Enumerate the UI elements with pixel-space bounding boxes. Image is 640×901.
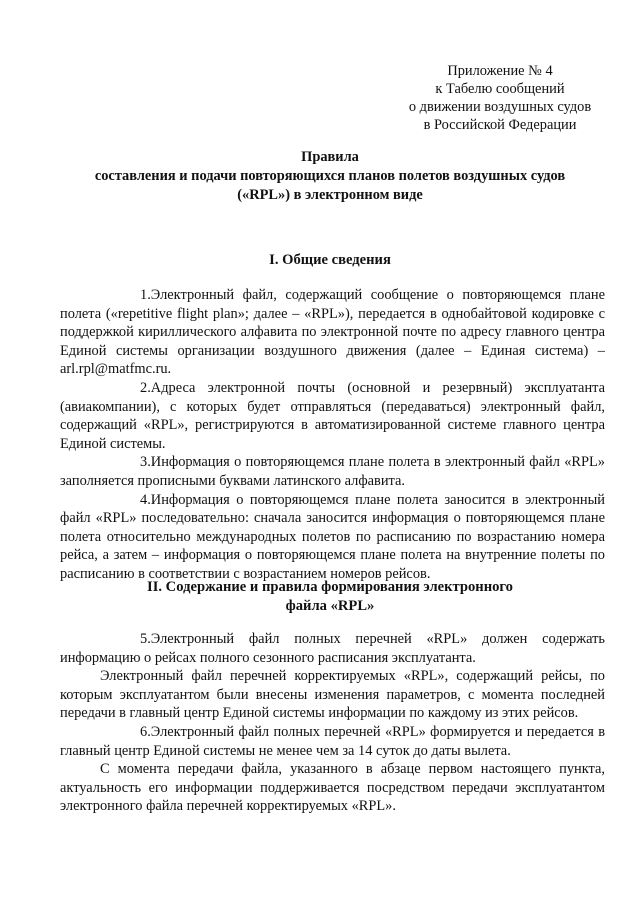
- paragraph-text: С момента передачи файла, указанного в абзаце первом настоящего пункта, актуальность его информации поддерживается посредством передачи эксплуатантом электронного файла перечней корректируемых «RPL».: [60, 761, 605, 815]
- paragraph-text: Информация о повторяющемся плане полета заносится в электронный файл «RPL» последовательно: сначала заносится информация о повторяющемся плане полета относительно международных полетов по расписанию по возрастанию номера рейса, а затем – информация о повторяющемся плане полета на внутренние полеты по расписанию в соответствии с возрастанием номеров рейсов.: [60, 491, 605, 582]
- paragraph: [60, 453, 605, 490]
- paragraph-text: Информация о повторяющемся плане полета в электронный файл «RPL» заполняется прописными буквами латинского алфавита.: [60, 454, 605, 489]
- paragraph: [60, 630, 605, 667]
- paragraph-number: 6.: [140, 723, 151, 740]
- paragraph-text: Адреса электронной почты (основной и резервный) эксплуатанта (авиакомпании), с которых будет отправляться (передаваться) электронный файл, содержащий «RPL», регистрируются в автоматизированной системе главного центра Единой системы.: [60, 379, 605, 452]
- paragraph-text: Электронный файл полных перечней «RPL» формируется и передается в главный центр Единой системы не менее чем за 14 суток до даты вылета.: [60, 723, 605, 759]
- section-2-heading: [60, 578, 600, 616]
- paragraph: [60, 723, 605, 760]
- document-title: [60, 148, 600, 205]
- paragraph-number: 1.: [140, 287, 151, 303]
- paragraph-text: Электронный файл, содержащий сообщение о повторяющемся плане полета («repetitive flight plan»; далее – «RPL»), передается в однобайтовой кодировке с поддержкой кириллического алфавита по электронной почте по адресу главного центра Единой системы организации воздушного движения (далее – Единая система) – arl.rpl@matfmc.ru.: [60, 287, 605, 378]
- paragraph: [60, 760, 605, 816]
- paragraph-number: 2.: [140, 379, 151, 396]
- paragraph: [60, 286, 605, 379]
- paragraph-number: 5.: [140, 631, 151, 647]
- section-1-heading: I. Общие сведения: [269, 252, 391, 268]
- paragraph-number: 3.: [140, 454, 151, 471]
- heading-line: II. Содержание и правила формирования электронного: [147, 579, 513, 595]
- paragraph-text: Электронный файл полных перечней «RPL» должен содержать информацию о рейсах полного сезонного расписания эксплуатанта.: [60, 631, 605, 666]
- paragraph-text: Электронный файл перечней корректируемых «RPL», содержащий рейсы, по которым эксплуатантом были внесены изменения параметров, с момента последней передачи в главный центр Единой системы информации по каждому из этих рейсов.: [60, 668, 605, 722]
- paragraph: [60, 491, 605, 584]
- section-2-body: [60, 630, 605, 816]
- annex-line: в Российской Федерации: [423, 117, 577, 133]
- section-1-body: [60, 286, 605, 584]
- title-line: («RPL») в электронном виде: [237, 187, 423, 203]
- title-line: Правила: [301, 149, 359, 165]
- paragraph: [60, 667, 605, 723]
- annex-line: к Табелю сообщений: [435, 81, 565, 97]
- annex-line: о движении воздушных судов: [408, 99, 592, 115]
- heading-line: файла «RPL»: [285, 598, 375, 614]
- title-line: составления и подачи повторяющихся планов полетов воздушных судов: [94, 168, 566, 184]
- paragraph: [60, 379, 605, 453]
- annex-line: Приложение № 4: [447, 63, 553, 79]
- paragraph-number: 4.: [140, 491, 151, 508]
- annex-header: [380, 62, 620, 134]
